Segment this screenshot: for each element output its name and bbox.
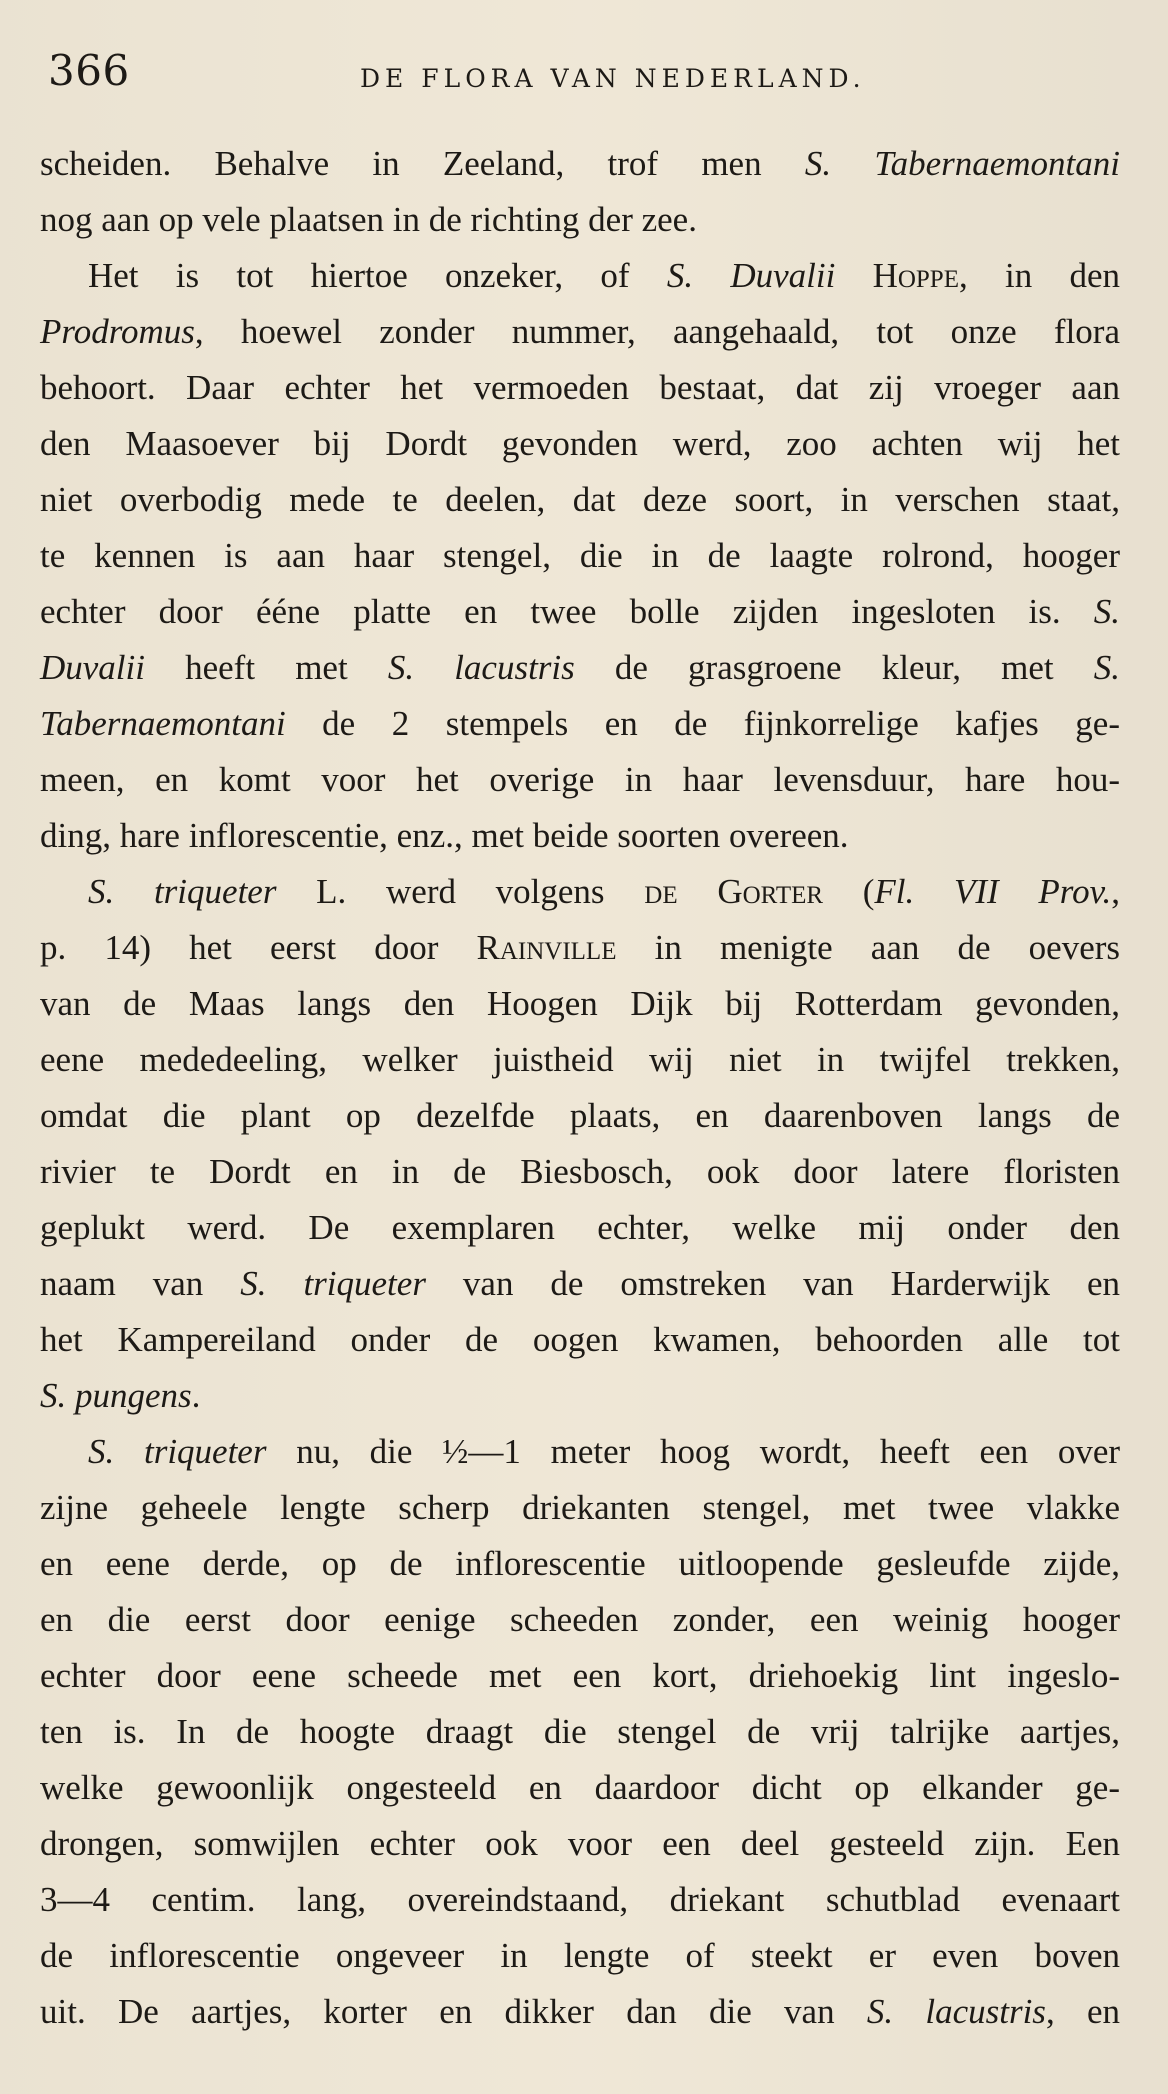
- text-line: echter door ééne platte en twee bolle zijden ingesloten is. S.: [40, 592, 1120, 631]
- text-line: welke gewoonlijk ongesteeld en daardoor dicht op elkander ge-: [40, 1768, 1120, 1807]
- text-line: ding, hare inflorescentie, enz., met beide soorten overeen.: [40, 816, 849, 855]
- text-line: meen, en komt voor het overige in haar levensduur, hare hou-: [40, 760, 1120, 799]
- text-line: drongen, somwijlen echter ook voor een deel gesteeld zijn. Een: [40, 1824, 1120, 1863]
- text-line: Duvalii heeft met S. lacustris de grasgroene kleur, met S.: [40, 648, 1120, 687]
- text-line: en die eerst door eenige scheeden zonder, een weinig hooger: [40, 1600, 1120, 1639]
- text-line: Prodromus, hoewel zonder nummer, aangehaald, tot onze flora: [40, 312, 1120, 351]
- text-line: nog aan op vele plaatsen in de richting der zee.: [40, 200, 697, 239]
- text-line: scheiden. Behalve in Zeeland, trof men S. Tabernaemontani: [40, 144, 1120, 183]
- body-text: [40, 136, 1120, 2040]
- text-line: rivier te Dordt en in de Biesbosch, ook door latere floristen: [40, 1152, 1120, 1191]
- text-line: S. triqueter L. werd volgens de Gorter (Fl. VII Prov.,: [88, 872, 1121, 911]
- text-line: het Kampereiland onder de oogen kwamen, behoorden alle tot: [40, 1320, 1120, 1359]
- text-line: geplukt werd. De exemplaren echter, welke mij onder den: [40, 1208, 1120, 1247]
- text-line: en eene derde, op de inflorescentie uitloopende gesleufde zijde,: [40, 1544, 1120, 1583]
- text-line: 3—4 centim. lang, overeindstaand, driekant schutblad evenaart: [40, 1880, 1120, 1919]
- text-line: Het is tot hiertoe onzeker, of S. Duvalii Hoppe, in den: [88, 256, 1121, 295]
- text-line: de inflorescentie ongeveer in lengte of steekt er even boven: [40, 1936, 1120, 1975]
- text-line: niet overbodig mede te deelen, dat deze soort, in verschen staat,: [40, 480, 1120, 519]
- text-line: naam van S. triqueter van de omstreken van Harderwijk en: [40, 1264, 1121, 1303]
- text-line: den Maasoever bij Dordt gevonden werd, zoo achten wij het: [40, 424, 1120, 463]
- page-header: [48, 46, 1120, 110]
- text-line: zijne geheele lengte scherp driekanten stengel, met twee vlakke: [40, 1488, 1120, 1527]
- text-line: S. pungens.: [40, 1376, 201, 1415]
- text-line: Tabernaemontani de 2 stempels en de fijnkorrelige kafjes ge-: [40, 704, 1120, 743]
- text-line: te kennen is aan haar stengel, die in de laagte rolrond, hooger: [40, 536, 1120, 575]
- text-line: p. 14) het eerst door Rainville in menigte aan de oevers: [40, 928, 1121, 967]
- text-line: behoort. Daar echter het vermoeden bestaat, dat zij vroeger aan: [40, 368, 1120, 407]
- text-line: omdat die plant op dezelfde plaats, en daarenboven langs de: [40, 1096, 1120, 1135]
- page-number: 366: [48, 46, 130, 95]
- text-line: S. triqueter nu, die ½—1 meter hoog wordt, heeft een over: [88, 1432, 1121, 1471]
- text-line: echter door eene scheede met een kort, driehoekig lint ingeslo-: [40, 1656, 1120, 1695]
- running-title: DE FLORA VAN NEDERLAND.: [360, 64, 866, 93]
- text-line: eene mededeeling, welker juistheid wij niet in twijfel trekken,: [40, 1040, 1120, 1079]
- text-line: van de Maas langs den Hoogen Dijk bij Rotterdam gevonden,: [40, 984, 1120, 1023]
- text-line: uit. De aartjes, korter en dikker dan die van S. lacustris, en: [40, 1992, 1120, 2031]
- text-line: ten is. In de hoogte draagt die stengel de vrij talrijke aartjes,: [40, 1712, 1120, 1751]
